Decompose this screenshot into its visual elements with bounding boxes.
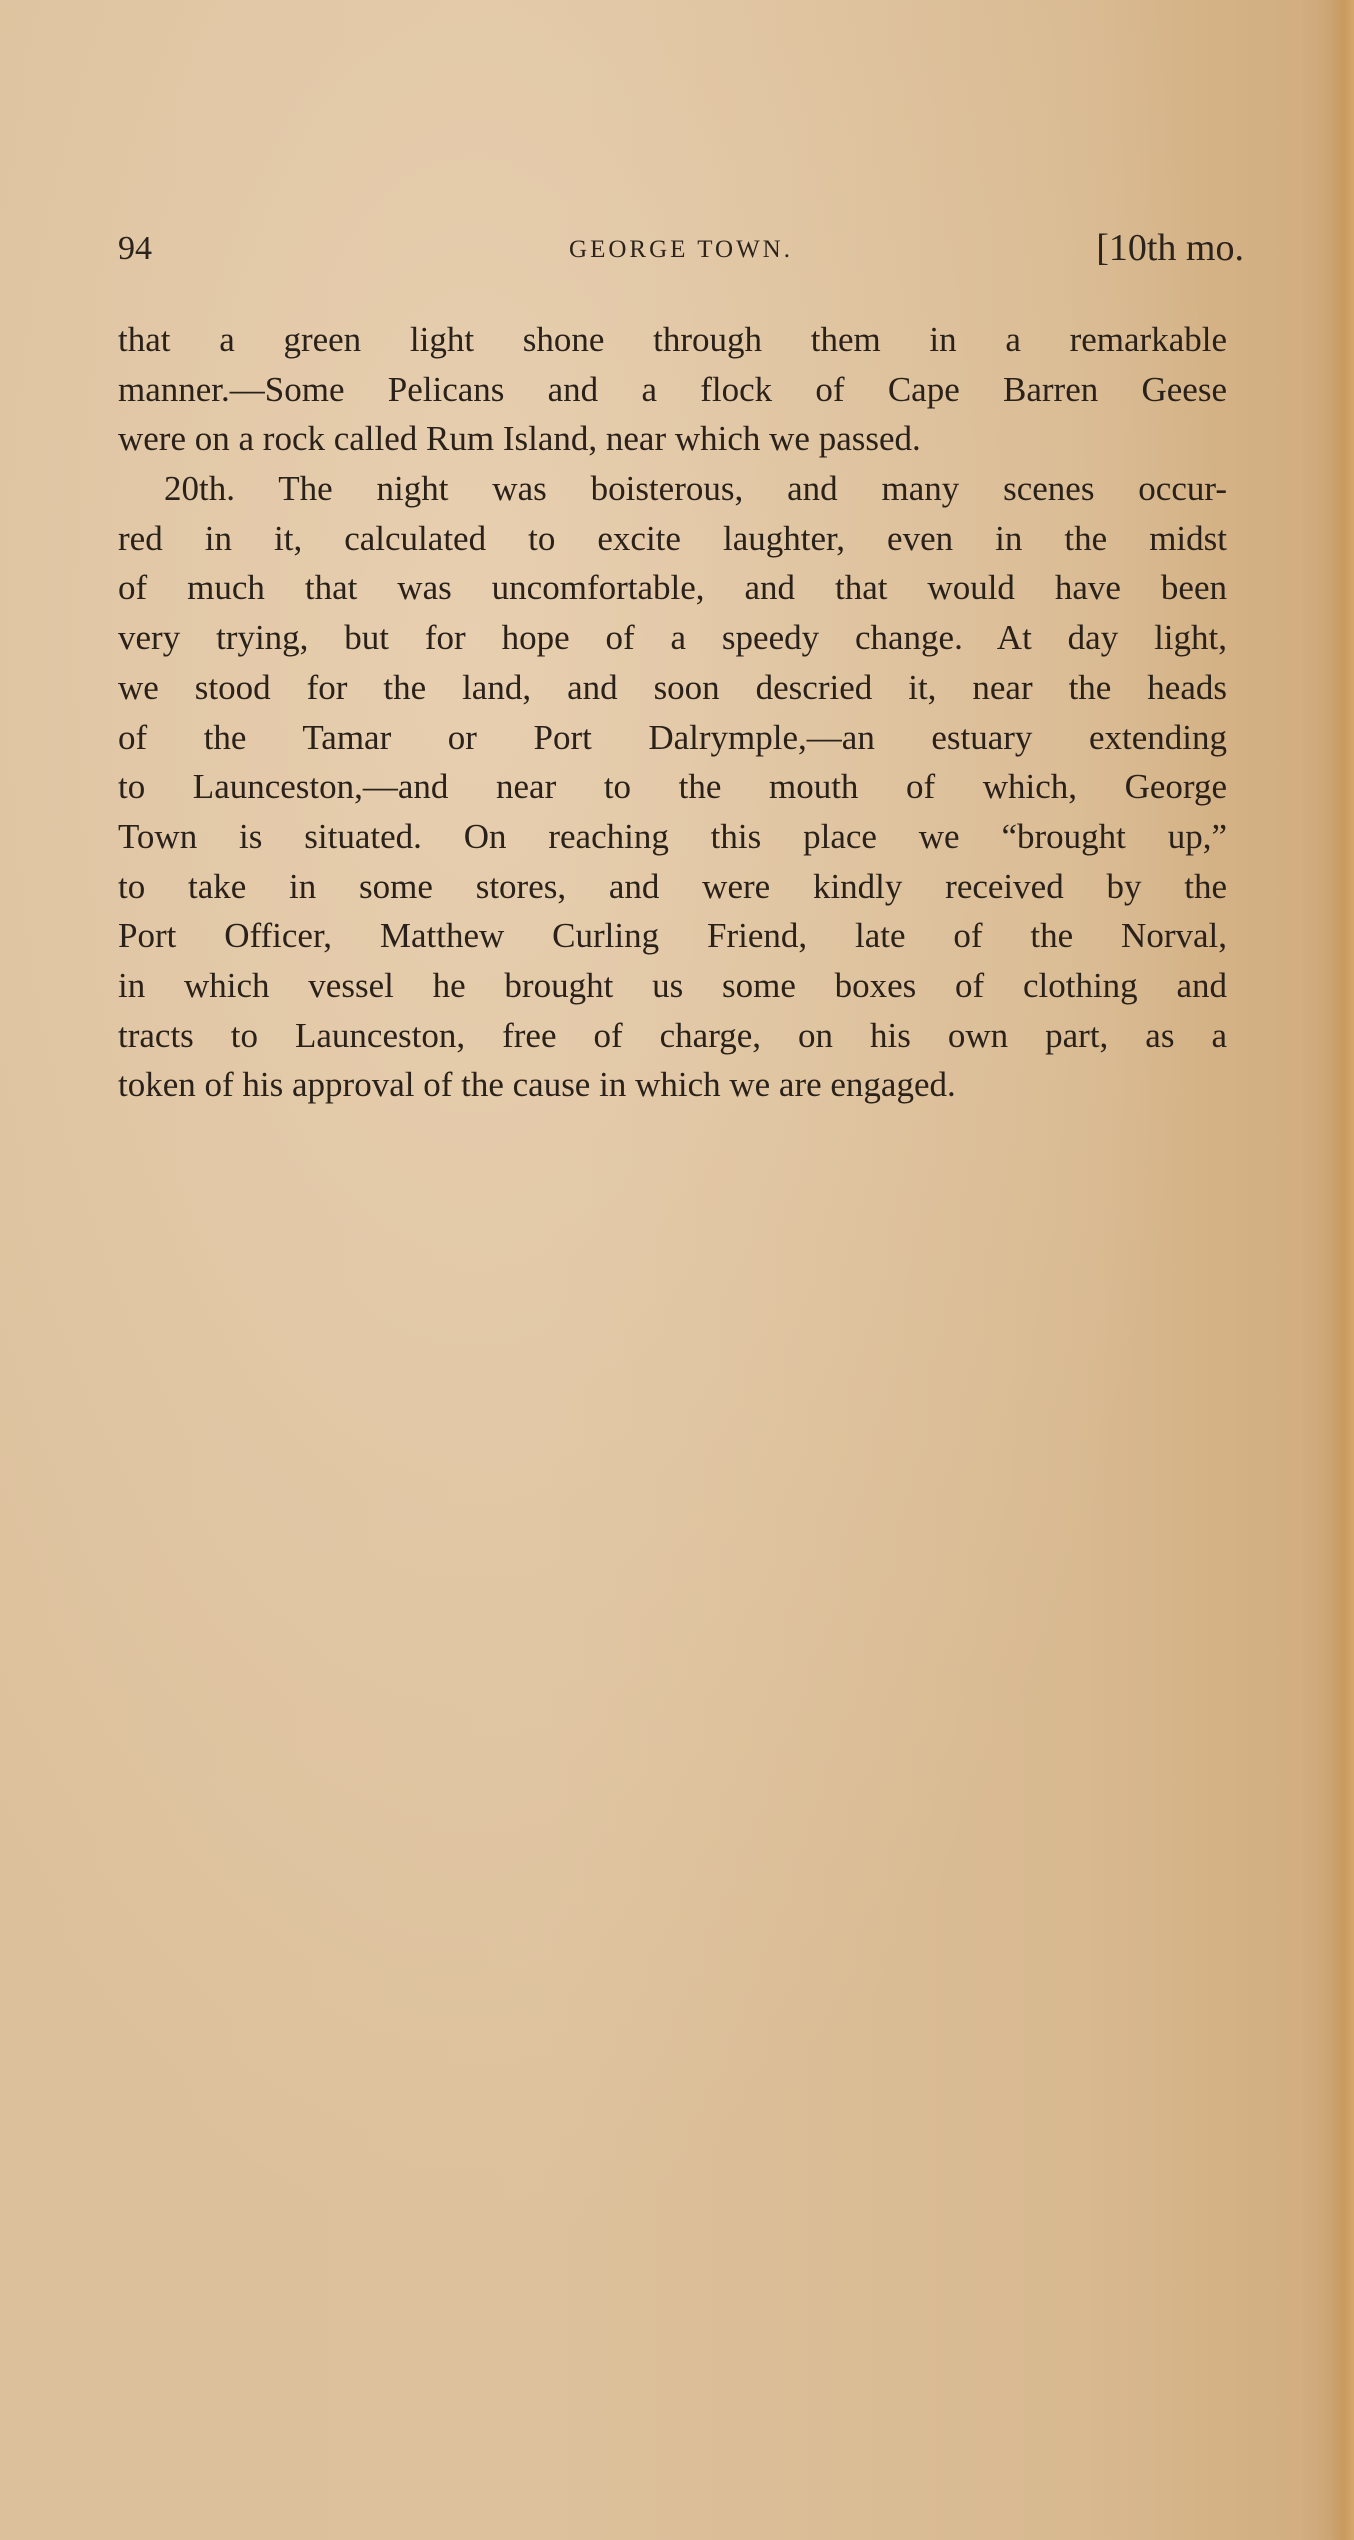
text-line: very trying, but for hope of a speedy change. At day light, <box>118 618 1227 658</box>
month-marker: [10th mo. <box>1096 227 1244 269</box>
text-line: red in it, calculated to excite laughter, even in the midst <box>118 518 1227 558</box>
text-line: of much that was uncomfortable, and that would have been <box>118 568 1227 608</box>
text-line: of the Tamar or Port Dalrymple,—an estuary extending <box>118 717 1227 757</box>
text-line: were on a rock called Rum Island, near which we passed. <box>118 419 921 459</box>
text-line: manner.—Some Pelicans and a flock of Cape Barren Geese <box>118 369 1227 409</box>
text-line: Town is situated. On reaching this place we “brought up,” <box>118 816 1227 856</box>
page-edge <box>1328 0 1354 2540</box>
running-head <box>118 226 1244 286</box>
text-line: to Launceston,—and near to the mouth of which, George <box>118 767 1227 807</box>
text-line: token of his approval of the cause in which we are engaged. <box>118 1065 956 1105</box>
text-line: we stood for the land, and soon descried it, near the heads <box>118 667 1227 707</box>
text-line: 20th. The night was boisterous, and many scenes occur- <box>164 469 1227 509</box>
page-number: 94 <box>118 230 152 267</box>
text-line: tracts to Launceston, free of charge, on his own part, as a <box>118 1015 1227 1055</box>
text-line: that a green light shone through them in a remarkable <box>118 320 1227 359</box>
text-line: in which vessel he brought us some boxes of clothing and <box>118 965 1227 1005</box>
body-text <box>118 315 1227 1110</box>
text-line: to take in some stores, and were kindly received by the <box>118 866 1227 906</box>
running-title: GEORGE TOWN. <box>569 236 793 263</box>
text-line: Port Officer, Matthew Curling Friend, late of the Norval, <box>118 916 1227 956</box>
